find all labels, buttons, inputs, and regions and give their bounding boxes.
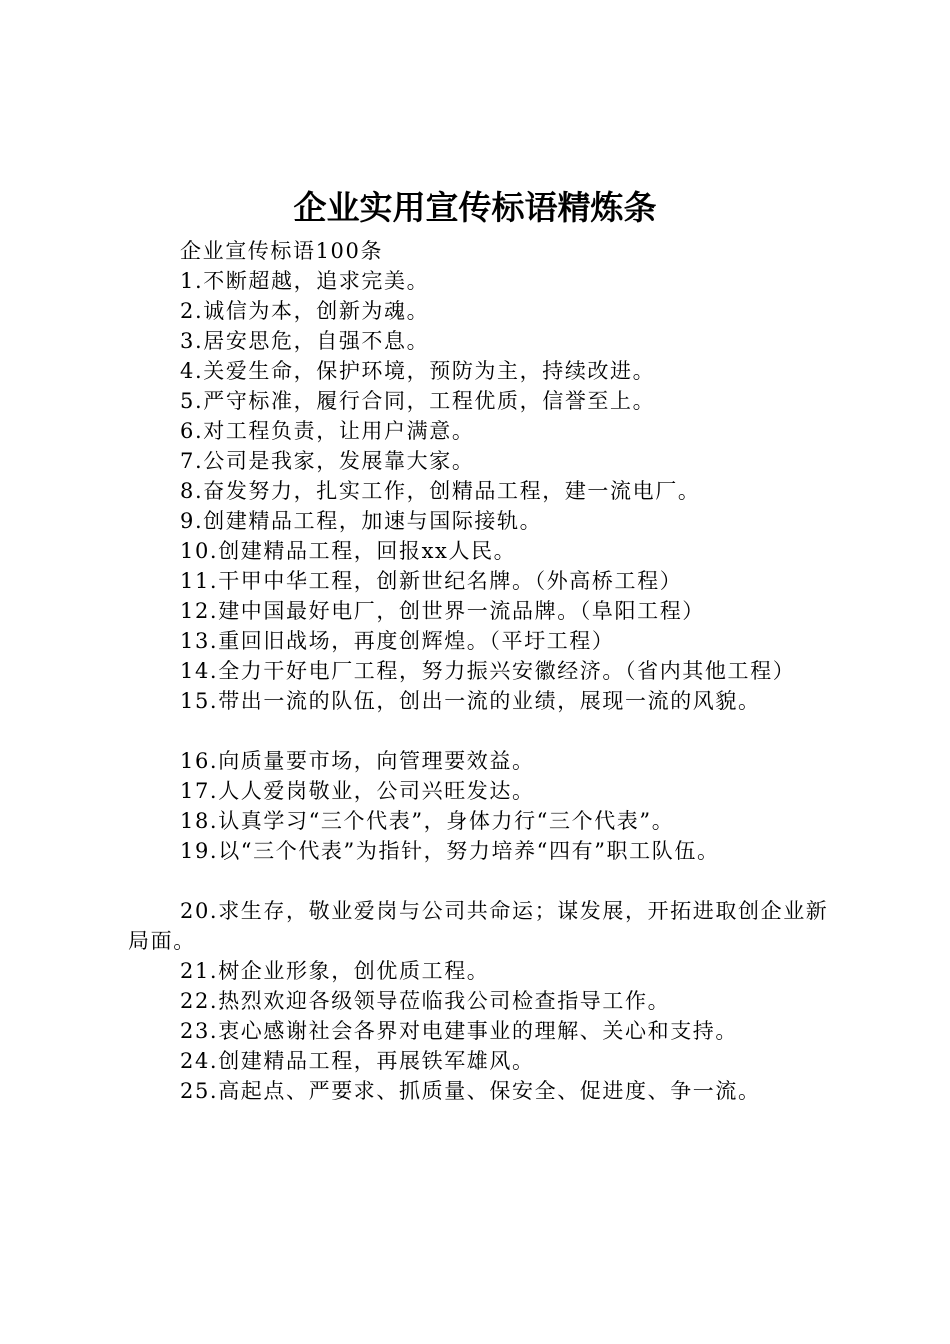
- list-item: 3.居安思危，自强不息。: [180, 329, 430, 353]
- list-item: 13.重回旧战场，再度创辉煌。（平圩工程）: [180, 629, 615, 653]
- list-item: 17.人人爱岗敬业，公司兴旺发达。: [180, 779, 535, 803]
- list-item: 6.对工程负责，让用户满意。: [180, 419, 475, 443]
- list-item: 20.求生存，敬业爱岗与公司共命运；谋发展，开拓进取创企业新局面。: [128, 899, 829, 953]
- list-item: 24.创建精品工程，再展铁军雄风。: [180, 1049, 535, 1073]
- list-item: 8.奋发努力，扎实工作，创精品工程，建一流电厂。: [180, 479, 701, 503]
- list-item: 19.以“三个代表”为指针，努力培养“四有”职工队伍。: [180, 839, 720, 863]
- list-item: 25.高起点、严要求、抓质量、保安全、促进度、争一流。: [180, 1079, 761, 1103]
- list-item: 21.树企业形象，创优质工程。: [180, 959, 490, 983]
- list-item: 11.干甲中华工程，创新世纪名牌。（外高桥工程）: [180, 569, 683, 593]
- list-item: 5.严守标准，履行合同，工程优质，信誉至上。: [180, 389, 656, 413]
- subtitle: 企业宣传标语100条: [180, 239, 384, 263]
- paragraph-spacer: [128, 866, 840, 896]
- list-item: 7.公司是我家，发展靠大家。: [180, 449, 475, 473]
- list-item: 2.诚信为本，创新为魂。: [180, 299, 430, 323]
- list-item: 14.全力干好电厂工程，努力振兴安徽经济。（省内其他工程）: [180, 659, 796, 683]
- paragraph-spacer: [128, 716, 840, 746]
- list-item: 12.建中国最好电厂，创世界一流品牌。（阜阳工程）: [180, 599, 705, 623]
- list-item: 1.不断超越，追求完美。: [180, 269, 430, 293]
- document-body: [128, 236, 840, 1106]
- list-item: 16.向质量要市场，向管理要效益。: [180, 749, 535, 773]
- list-item: 23.衷心感谢社会各界对电建事业的理解、关心和支持。: [180, 1019, 738, 1043]
- list-item: 22.热烈欢迎各级领导莅临我公司检查指导工作。: [180, 989, 671, 1013]
- list-item: 10.创建精品工程，回报xx人民。: [180, 539, 517, 563]
- list-item: 18.认真学习“三个代表”，身体力行“三个代表”。: [180, 809, 675, 833]
- list-item: 15.带出一流的队伍，创出一流的业绩，展现一流的风貌。: [180, 689, 761, 713]
- document-title: 企业实用宣传标语精炼条: [293, 188, 657, 227]
- list-item: 9.创建精品工程，加速与国际接轨。: [180, 509, 543, 533]
- list-item: 4.关爱生命，保护环境，预防为主，持续改进。: [180, 359, 656, 383]
